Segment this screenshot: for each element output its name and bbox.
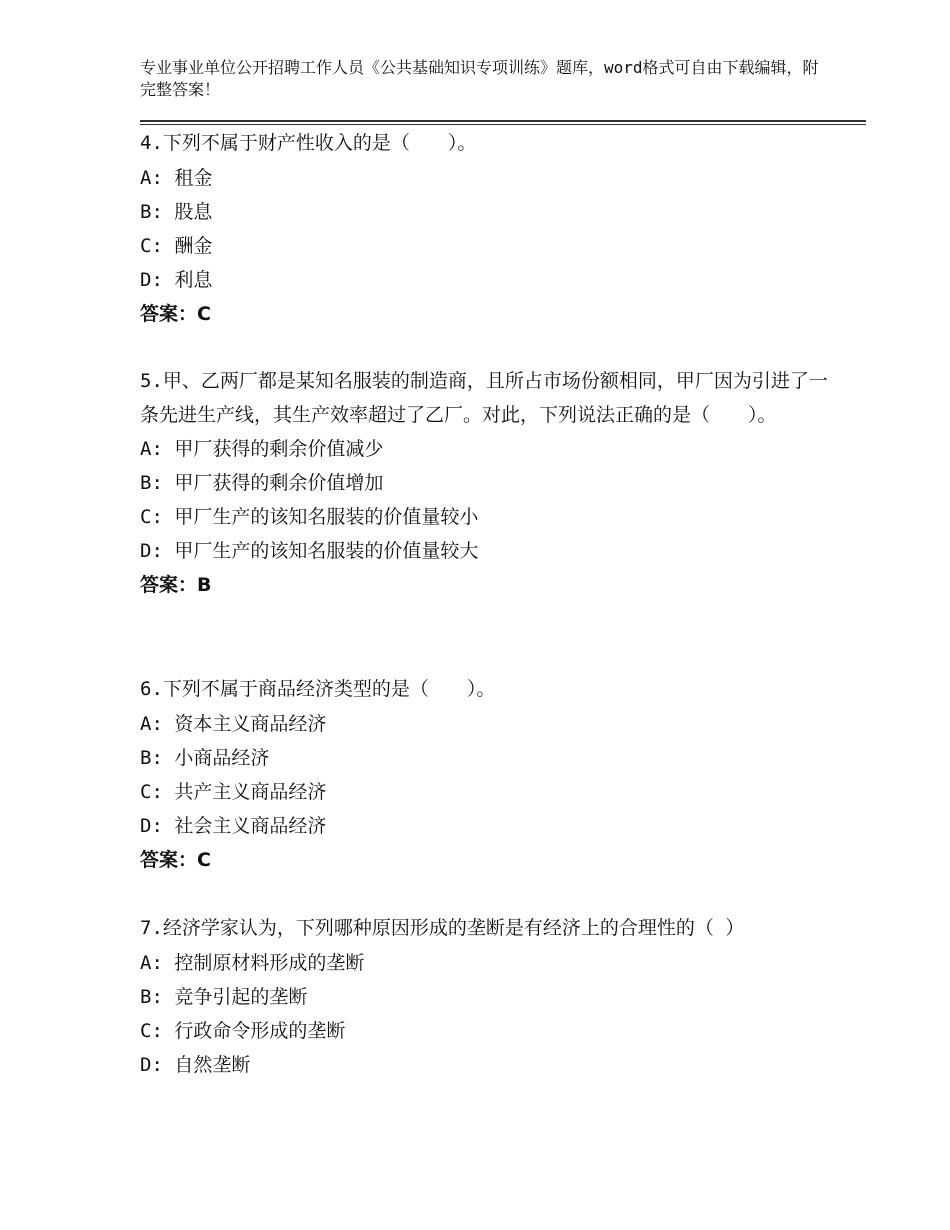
option-c: C: 共产主义商品经济 bbox=[140, 781, 327, 803]
question-7 bbox=[140, 912, 840, 1082]
option-d: D: 自然垄断 bbox=[140, 1053, 251, 1076]
option-c: C: 行政命令形成的垄断 bbox=[140, 1019, 346, 1042]
answer-label: 答案：C bbox=[140, 849, 211, 871]
header-rule-thin bbox=[140, 124, 866, 125]
header-rule-thick bbox=[140, 120, 866, 122]
answer-label: 答案：C bbox=[140, 303, 211, 325]
option-c: C: 甲厂生产的该知名服装的价值量较小 bbox=[140, 506, 479, 528]
option-a: A: 资本主义商品经济 bbox=[140, 713, 327, 735]
question-4 bbox=[140, 127, 840, 331]
option-a: A: 甲厂获得的剩余价值减少 bbox=[140, 438, 384, 460]
answer-label: 答案：B bbox=[140, 574, 212, 596]
question-6 bbox=[140, 673, 840, 877]
question-5 bbox=[140, 365, 840, 602]
option-a: A: 控制原材料形成的垄断 bbox=[140, 951, 365, 974]
option-b: B: 甲厂获得的剩余价值增加 bbox=[140, 472, 384, 494]
option-d: D: 社会主义商品经济 bbox=[140, 815, 327, 837]
option-b: B: 小商品经济 bbox=[140, 747, 270, 769]
document-header: 专业事业单位公开招聘工作人员《公共基础知识专项训练》题库，word格式可自由下载编辑，附完整答案！ bbox=[140, 58, 819, 99]
option-a: A: 租金 bbox=[140, 167, 213, 189]
question-stem: 6.下列不属于商品经济类型的是（ ）。 bbox=[140, 678, 496, 700]
option-d: D: 甲厂生产的该知名服装的价值量较大 bbox=[140, 540, 479, 562]
question-stem: 7.经济学家认为，下列哪种原因形成的垄断是有经济上的合理性的（ ） bbox=[140, 917, 745, 939]
option-d: D: 利息 bbox=[140, 269, 213, 291]
option-c: C: 酬金 bbox=[140, 235, 213, 257]
question-stem: 5.甲、乙两厂都是某知名服装的制造商，且所占市场份额相同，甲厂因为引进了一条先进生产线，其生产效率超过了乙厂。对此，下列说法正确的是（ ）。 bbox=[140, 370, 828, 426]
option-b: B: 股息 bbox=[140, 201, 213, 223]
question-stem: 4.下列不属于财产性收入的是（ ）。 bbox=[140, 132, 477, 154]
option-b: B: 竞争引起的垄断 bbox=[140, 985, 308, 1008]
